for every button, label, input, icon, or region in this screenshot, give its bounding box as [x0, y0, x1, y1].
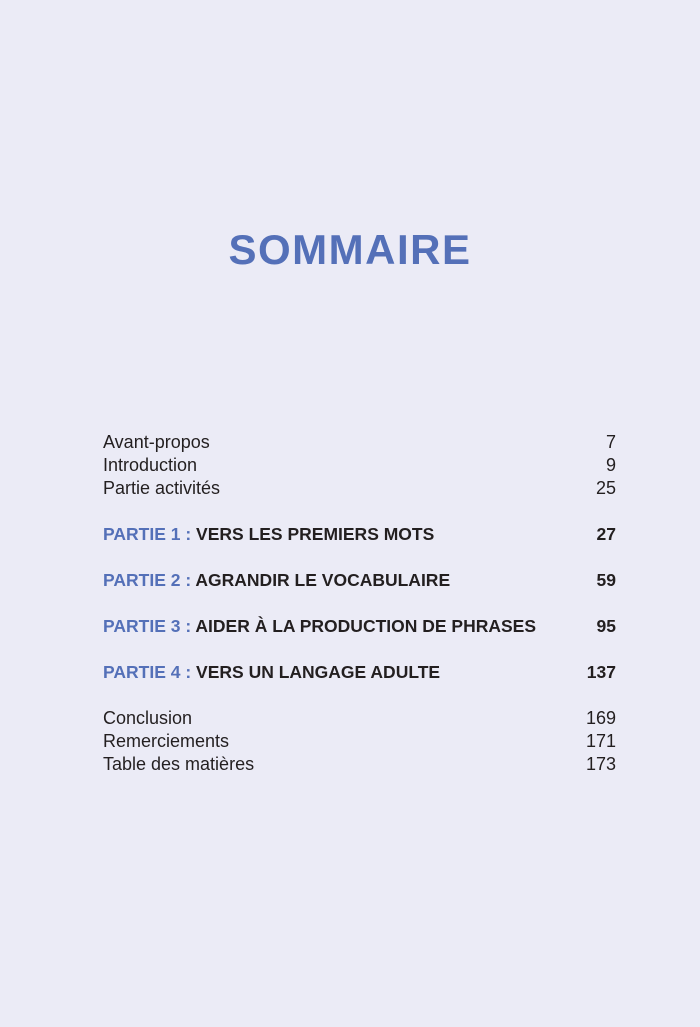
toc-page: 137	[586, 662, 616, 682]
toc-page: 59	[596, 570, 616, 590]
toc-entry[interactable]	[103, 431, 616, 454]
toc-page: 169	[585, 708, 616, 728]
part-label: PARTIE 4 :	[103, 662, 192, 682]
toc-page: 9	[605, 455, 616, 475]
toc-label: Conclusion	[103, 708, 193, 728]
toc-label: Table des matières	[103, 754, 255, 774]
toc-label: Partie activités	[103, 478, 221, 498]
toc-part[interactable]	[103, 523, 616, 546]
toc-entry[interactable]	[103, 477, 616, 500]
toc-entry[interactable]	[103, 730, 616, 753]
part-title: AIDER À LA PRODUCTION DE PHRASES	[195, 616, 537, 636]
toc-entry[interactable]	[103, 454, 616, 477]
page-title: SOMMAIRE	[228, 226, 472, 273]
toc-page: 25	[595, 478, 616, 498]
part-label: PARTIE 3 :	[103, 616, 192, 636]
toc-part[interactable]	[103, 569, 616, 592]
toc-entry[interactable]	[103, 753, 616, 776]
toc-page: 7	[605, 432, 616, 452]
toc-page: 95	[596, 616, 616, 636]
toc-label: Avant-propos	[103, 432, 210, 452]
part-title: VERS LES PREMIERS MOTS	[196, 524, 435, 544]
toc-page: 173	[585, 754, 616, 774]
part-title: VERS UN LANGAGE ADULTE	[196, 662, 441, 682]
toc-page: 27	[596, 524, 616, 544]
toc-label: Remerciements	[103, 731, 230, 751]
toc-label: Introduction	[103, 455, 198, 475]
part-title: AGRANDIR LE VOCABULAIRE	[195, 570, 451, 590]
toc-entry[interactable]	[103, 707, 616, 730]
toc-page: 171	[585, 731, 616, 751]
toc-part[interactable]	[103, 661, 616, 684]
part-label: PARTIE 1 :	[103, 524, 192, 544]
part-label: PARTIE 2 :	[103, 570, 192, 590]
toc-part[interactable]	[103, 615, 616, 638]
